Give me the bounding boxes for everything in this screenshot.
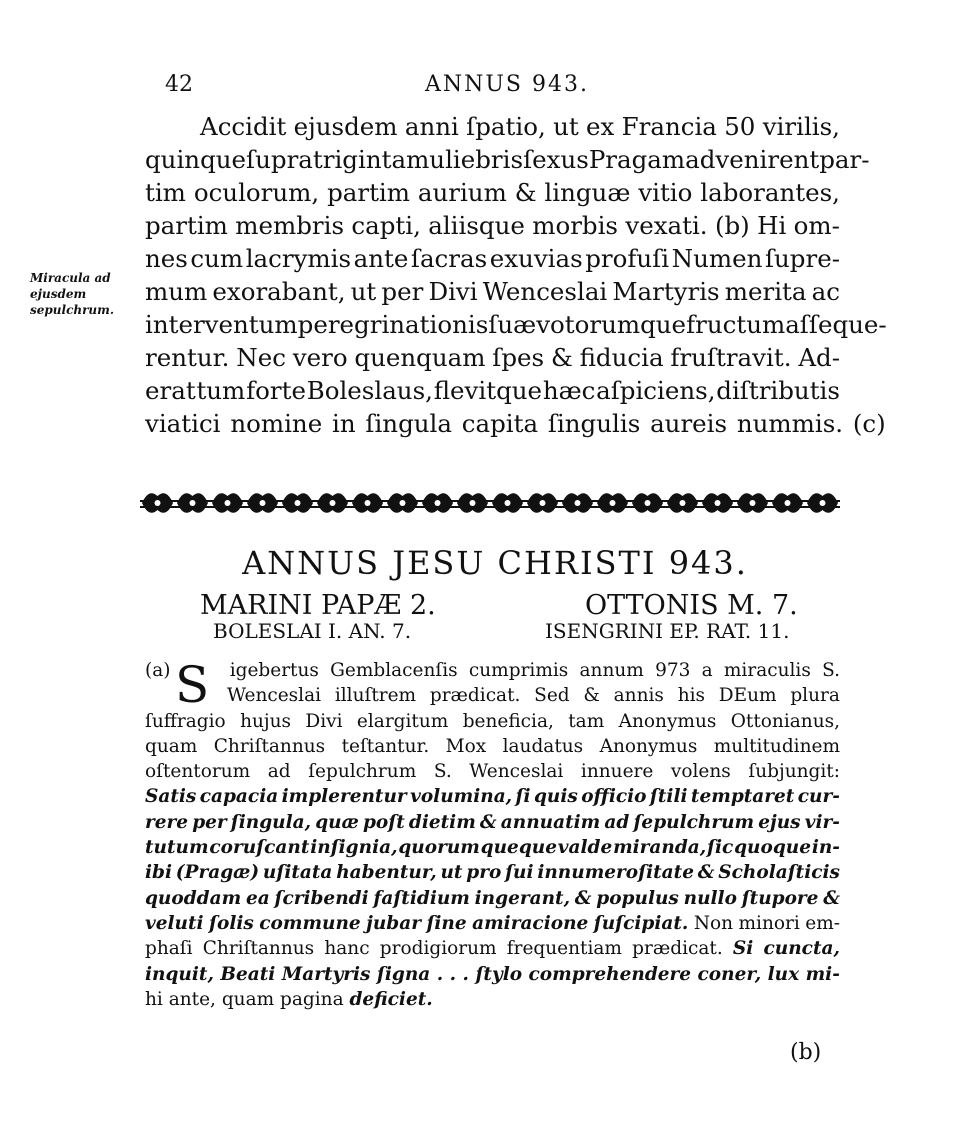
word: Mox	[445, 735, 487, 757]
word: veluti	[145, 912, 204, 934]
ornament-dot	[435, 500, 441, 506]
word: Satis	[145, 786, 197, 808]
word: prædicat.	[429, 685, 521, 707]
word: &	[823, 887, 840, 909]
word: em-	[805, 912, 840, 934]
word: S.	[433, 761, 452, 783]
word: Anonymus	[618, 710, 717, 732]
word: (a)	[145, 660, 171, 681]
word: Accidit	[200, 112, 287, 141]
word: &	[479, 811, 497, 833]
word: partim	[145, 211, 228, 240]
word: ut	[350, 277, 377, 306]
main-line	[145, 341, 840, 374]
word: Chriſtannus	[213, 735, 326, 757]
word: hæc	[542, 376, 596, 405]
word: Beati	[220, 963, 276, 985]
word: ut	[553, 112, 579, 141]
word: quis	[533, 786, 578, 808]
word: om-	[793, 211, 840, 240]
word: in-	[811, 837, 840, 859]
word: &	[697, 862, 715, 884]
word: ſine	[426, 912, 467, 934]
word: Divi	[305, 710, 343, 732]
word: Numen	[671, 244, 763, 273]
word: ea	[245, 887, 270, 909]
footnote	[145, 658, 840, 1012]
main-line	[145, 275, 840, 308]
word: (Pragæ)	[175, 862, 260, 884]
word: (b)	[714, 211, 750, 240]
word: pro	[466, 862, 502, 884]
word: ſtylo	[475, 963, 523, 985]
word: tam	[568, 710, 605, 732]
word: ut	[440, 862, 463, 884]
word: laudatus	[502, 735, 584, 757]
ornament-dot	[575, 500, 581, 506]
word: aſpiciens,	[596, 376, 716, 405]
word: miranda,	[613, 837, 707, 859]
main-line	[145, 209, 840, 242]
word: temptaret	[690, 786, 795, 808]
word: &	[514, 178, 537, 207]
word: annuatim	[500, 811, 601, 833]
word: deficiet.	[349, 988, 433, 1010]
word: Gemblacenſis	[330, 660, 458, 681]
word: igebertus	[229, 660, 319, 681]
word: ſepulchrum	[308, 761, 417, 783]
footnote-line	[145, 860, 840, 885]
word: ad	[267, 761, 291, 783]
catchword: (b)	[790, 1040, 822, 1065]
word: pagina	[280, 988, 350, 1010]
word: ex	[586, 112, 615, 141]
footnote-line	[145, 962, 840, 987]
word: tim	[145, 178, 186, 207]
main-line	[145, 143, 870, 176]
word: &	[550, 343, 573, 372]
ornament-dot	[155, 500, 161, 506]
word: quam	[145, 735, 198, 757]
footnote-line	[145, 987, 840, 1012]
main-line	[145, 176, 840, 209]
word: anni	[404, 112, 459, 141]
word: Non	[693, 912, 734, 934]
word: nullo	[683, 887, 737, 909]
word: membris	[235, 211, 345, 240]
word: annum	[579, 660, 644, 681]
word: erat	[145, 376, 196, 405]
word: ibi	[145, 862, 172, 884]
word: rere	[145, 811, 189, 833]
word: ſupra	[246, 145, 313, 174]
word: quoddam	[145, 887, 242, 909]
word: uſitata	[262, 862, 333, 884]
word: implerentur	[281, 786, 407, 808]
word: fructum	[686, 310, 786, 339]
word: Wenceslai	[482, 277, 608, 306]
word: per	[381, 277, 424, 306]
word: habentur,	[336, 862, 437, 884]
word: viatici	[145, 409, 231, 438]
ornament-dot	[610, 500, 616, 506]
word: valde	[557, 837, 613, 859]
word: virilis,	[762, 112, 840, 141]
word: ſuffragio	[145, 710, 226, 732]
ornament-dot	[330, 500, 336, 506]
word: ac	[811, 277, 840, 306]
word: ſingulis	[547, 409, 651, 438]
word: Hi	[757, 211, 787, 240]
word: ſic	[707, 837, 734, 859]
ornament-dot	[785, 500, 791, 506]
word: quorum	[398, 837, 480, 859]
ornament-dot	[400, 500, 406, 506]
running-title: ANNUS 943.	[425, 72, 589, 97]
word: prodigiorum	[379, 938, 497, 960]
word: lacrymis	[245, 244, 352, 273]
ornament-dot	[225, 500, 231, 506]
ornament-dot	[715, 500, 721, 506]
word: cum	[190, 244, 244, 273]
main-paragraph	[145, 110, 887, 440]
ornament-dot	[820, 500, 826, 506]
word: hi	[145, 988, 169, 1010]
decorative-ornament-band	[140, 486, 840, 520]
word: ſingula	[365, 409, 462, 438]
footnote-line	[145, 784, 840, 809]
word: ſexus	[523, 145, 589, 174]
word: commune	[259, 912, 361, 934]
word: plura	[790, 685, 840, 707]
word: mum	[145, 277, 208, 306]
word: quoque	[734, 837, 812, 859]
word: Chriſtannus	[202, 938, 315, 960]
word: flevitque	[433, 376, 543, 405]
word: tutum	[145, 837, 209, 859]
word: interventum	[145, 310, 298, 339]
word: advenirent	[685, 145, 820, 174]
word: ſpatio,	[466, 112, 546, 141]
word: quam	[221, 988, 281, 1010]
word: volens	[670, 761, 731, 783]
word: Wenceslai	[469, 761, 564, 783]
word: quenquam	[354, 343, 486, 372]
word: Ottonianus,	[730, 710, 840, 732]
word: .	[436, 963, 444, 985]
emperor-regnal-year: OTTONIS M. 7.	[585, 590, 798, 621]
word: votorumque	[536, 310, 687, 339]
word: capti,	[351, 211, 421, 240]
word: fiducia	[579, 343, 664, 372]
word: queque	[480, 837, 557, 859]
word: 50	[724, 112, 756, 141]
word: Anonymus	[599, 735, 698, 757]
word: Si	[732, 938, 754, 960]
word: ſubjungit:	[748, 761, 840, 783]
word: hanc	[324, 938, 370, 960]
word: laborantes,	[700, 178, 840, 207]
word: ſuſcipiat.	[593, 912, 689, 934]
word: Nec	[236, 343, 286, 372]
word: faſtidium	[373, 887, 470, 909]
footnote-line	[145, 810, 840, 835]
word: vir-	[804, 811, 840, 833]
word: mi-	[805, 963, 840, 985]
word: Divi	[428, 277, 478, 306]
ornament-dot	[470, 500, 476, 506]
word: oſtentorum	[145, 761, 251, 783]
word: par-	[819, 145, 870, 174]
word: innuere	[580, 761, 654, 783]
word: aliisque	[428, 211, 525, 240]
word: vexati.	[625, 211, 708, 240]
word: jubar	[366, 912, 421, 934]
duke-regnal-year: BOLESLAI I. AN. 7.	[213, 619, 412, 643]
footnote-line	[145, 886, 840, 911]
word: fruſtravit.	[670, 343, 792, 372]
word: teſtantur.	[341, 735, 430, 757]
word: profuſi	[585, 244, 670, 273]
word: nes	[145, 244, 188, 273]
word: ſolis	[209, 912, 254, 934]
word: nomine	[230, 409, 332, 438]
word: ſtili	[649, 786, 688, 808]
word: coruſcant	[209, 837, 310, 859]
word: ante,	[168, 988, 222, 1010]
word: Boleslaus,	[306, 376, 433, 405]
main-line	[145, 308, 887, 341]
word: quinque	[145, 145, 247, 174]
word: ſingula,	[230, 811, 312, 833]
word: minori	[738, 912, 800, 934]
word: inſignia,	[310, 837, 398, 859]
word: lux	[767, 963, 800, 985]
word: populus	[596, 887, 679, 909]
word: exuvias	[489, 244, 583, 273]
footnote-line	[145, 936, 840, 961]
footnote-line	[145, 658, 840, 683]
page-number: 42	[165, 72, 193, 97]
word: poſt	[362, 811, 405, 833]
word: ſpes	[492, 343, 545, 372]
word: cuncta,	[763, 938, 840, 960]
word: beneficia,	[462, 710, 554, 732]
word: innumeroſitate	[537, 862, 694, 884]
word: capita	[461, 409, 548, 438]
word: 973	[655, 660, 691, 681]
word: .	[462, 963, 469, 985]
ornament-dot	[505, 500, 511, 506]
word: ſigna	[376, 963, 431, 985]
word: vitio	[638, 178, 693, 207]
word: &	[583, 685, 600, 707]
footnote-line	[145, 734, 840, 759]
word: quæ	[315, 811, 359, 833]
word: DEum	[718, 685, 777, 707]
word: per	[192, 811, 227, 833]
ornament-dot	[190, 500, 196, 506]
word: morbis	[532, 211, 619, 240]
word: ſuæ	[488, 310, 537, 339]
ornament-dot	[295, 500, 301, 506]
footnote-line	[145, 759, 840, 784]
year-heading: ANNUS JESU CHRISTI 943.	[242, 544, 748, 582]
word: ſtupore	[741, 887, 819, 909]
main-line	[145, 110, 840, 143]
word: officio	[581, 786, 647, 808]
word: prædicat.	[632, 938, 723, 960]
word: muliebris	[406, 145, 524, 174]
word: Martyris	[612, 277, 720, 306]
word: forte	[246, 376, 306, 405]
word: diſtributis	[716, 376, 840, 405]
word: Ad-	[798, 343, 840, 372]
word: Wenceslai	[227, 685, 322, 707]
word: &	[574, 887, 592, 909]
word: volumina,	[410, 786, 513, 808]
footnote-line	[145, 683, 840, 708]
word: oculorum,	[193, 178, 320, 207]
word: nummis.	[736, 409, 853, 438]
word: a	[701, 660, 713, 681]
word: ejusdem	[293, 112, 398, 141]
word: tum	[196, 376, 246, 405]
ornament-dot	[645, 500, 651, 506]
word: ſupre-	[764, 244, 840, 273]
footnote-line	[145, 835, 840, 860]
word: amiracione	[472, 912, 589, 934]
word: Francia	[621, 112, 717, 141]
word: (c)	[852, 409, 886, 438]
word: aurium	[417, 178, 507, 207]
word: ſcribendi	[274, 887, 369, 909]
ornament-dot	[365, 500, 371, 506]
word: hujus	[240, 710, 292, 732]
running-head	[0, 72, 960, 102]
word: multitudinem	[713, 735, 840, 757]
word: S.	[822, 660, 840, 681]
word: cur-	[797, 786, 840, 808]
word: rentur.	[145, 343, 230, 372]
word: ſi	[515, 786, 531, 808]
word: in	[331, 409, 366, 438]
main-line	[145, 374, 840, 407]
word: Scholaſticis	[718, 862, 840, 884]
ornament-dot	[540, 500, 546, 506]
word: Sed	[534, 685, 570, 707]
word: frequentiam	[506, 938, 622, 960]
word: phaſi	[145, 938, 193, 960]
word: partim	[327, 178, 410, 207]
main-line	[145, 407, 886, 440]
ornament-dot	[750, 500, 756, 506]
bishop-regnal-year: ISENGRINI EP. RAT. 11.	[545, 619, 790, 643]
word: Martyris	[281, 963, 371, 985]
main-line	[145, 242, 840, 275]
word: inquit,	[145, 963, 214, 985]
word: triginta	[312, 145, 407, 174]
word: linguæ	[544, 178, 631, 207]
word: dietim	[408, 811, 476, 833]
word: comprehendere	[528, 963, 692, 985]
word: exorabant,	[212, 277, 346, 306]
pope-regnal-year: MARINI PAPÆ 2.	[200, 590, 436, 621]
footnote-line	[145, 709, 840, 734]
word: ſui	[505, 862, 534, 884]
marginal-note: Miracula ad ejusdem sepulchrum.	[30, 271, 115, 317]
word: ſacras	[410, 244, 488, 273]
ornament-dot	[260, 500, 266, 506]
word: annis	[613, 685, 664, 707]
word: cumprimis	[468, 660, 569, 681]
footnote-line	[145, 911, 840, 936]
word: peregrinationis	[297, 310, 489, 339]
word: ante	[353, 244, 409, 273]
word: elargitum	[356, 710, 449, 732]
word: aſſeque-	[785, 310, 887, 339]
word: Pragam	[588, 145, 686, 174]
word: .	[449, 963, 457, 985]
word: illuſtrem	[334, 685, 417, 707]
ornament-dot	[680, 500, 686, 506]
word: ſepulchrum	[633, 811, 755, 833]
word: miraculis	[723, 660, 811, 681]
drop-capital: S	[175, 656, 210, 714]
word: ad	[604, 811, 630, 833]
word: aureis	[650, 409, 737, 438]
word: ingerant,	[474, 887, 571, 909]
word: merita	[724, 277, 807, 306]
word: his	[677, 685, 706, 707]
word: vero	[292, 343, 348, 372]
word: ejus	[758, 811, 801, 833]
word: capacia	[199, 786, 279, 808]
word: coner,	[697, 963, 762, 985]
